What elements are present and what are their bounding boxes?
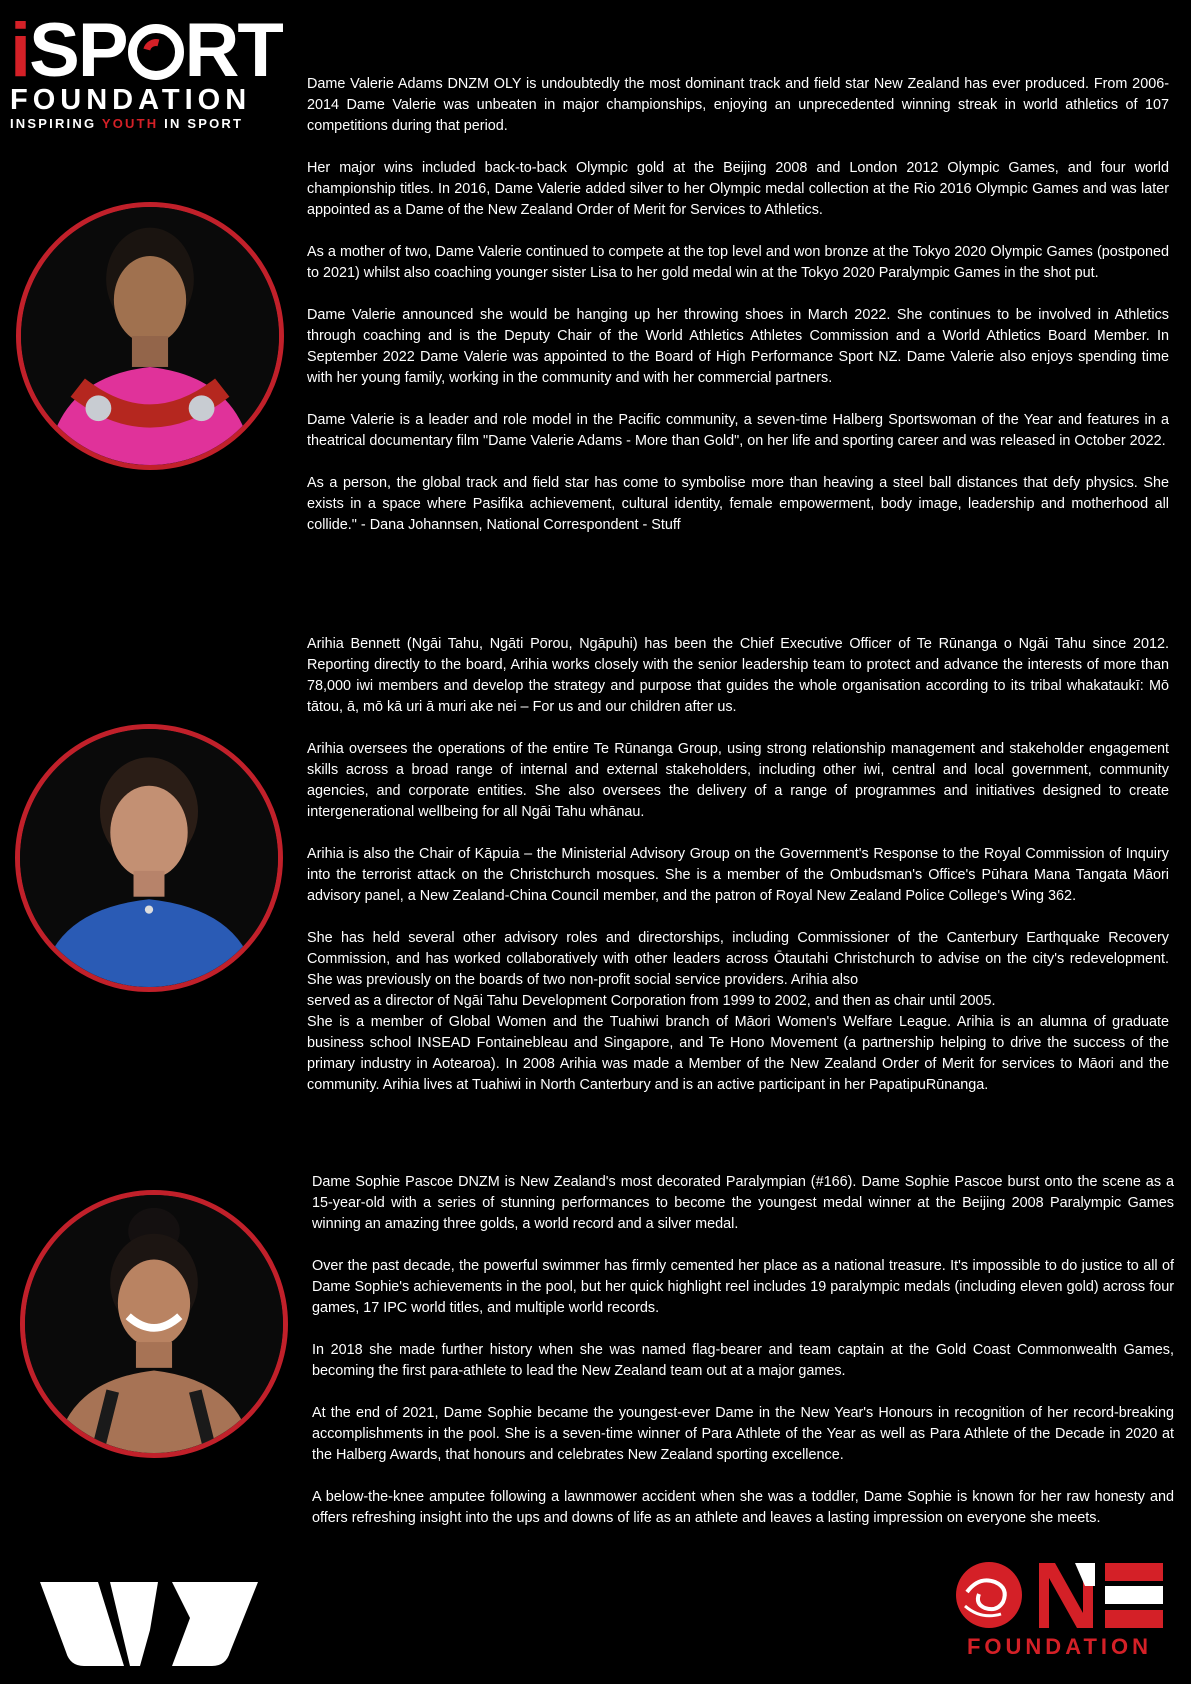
bio-paragraph: At the end of 2021, Dame Sophie became the youngest-ever Dame in the New Year's Honours in recognition of her record-breaking accomplishments in the pool. She is a seven-time winner of Para Athlete of the Year as well as Para Athlete of the Decade in 2020 at the Halberg Awards, that honours and celebrates New Zealand sporting excellence. (312, 1405, 1174, 1463)
westpac-w-logo-icon (40, 1578, 258, 1670)
bio-arihia-bennett (307, 634, 1169, 1117)
bio-paragraph: Dame Valerie announced she would be hanging up her throwing shoes in March 2022. She continues to be involved in Athletics through coaching and is the Deputy Chair of the World Athletics Athletes Commission and a World Athletics Board Member. In September 2022 Dame Valerie was appointed to the Board of High Performance Sport NZ. Dame Valerie also enjoys spending time with her young family, working in the community and with her commercial partners. (307, 307, 1169, 386)
bio-paragraph: Dame Sophie Pascoe DNZM is New Zealand's most decorated Paralympian (#166). Dame Sophie Pascoe burst onto the scene as a 15-year-old with a series of stunning performances to become the youngest medal winner at the Beijing 2008 Paralympic Games winning an amazing three golds, a world record and a silver medal. (312, 1174, 1174, 1232)
bio-valerie-adams (307, 74, 1169, 557)
logo-tagline: INSPIRING YOUTH IN SPORT (10, 116, 244, 131)
bio-paragraph: Dame Valerie Adams DNZM OLY is undoubtedly the most dominant track and field star New Zealand has ever produced. From 2006-2014 Dame Valerie was unbeaten in major championships, enjoying an unprecedented winning streak in world athletics of 107 competitions during that period. (307, 76, 1169, 134)
bio-paragraph: Over the past decade, the powerful swimmer has firmly cemented her place as a national treasure. It's impossible to do justice to all of Dame Sophie's achievements in the pool, but her quick highlight reel includes 19 paralympic medals (including eleven gold) across four games, 17 IPC world titles, and multiple world records. (312, 1258, 1174, 1316)
logo-o-mark-icon (128, 24, 184, 80)
bio-paragraph: Arihia oversees the operations of the entire Te Rūnanga Group, using strong relationship management and stakeholder engagement skills across a broad range of internal and external stakeholders, including other iwi, central and local government, community agencies, and corporate entities. She also oversees the delivery of a range of programmes and initiatives designed to create intergenerational wellbeing for all Ngāi Tahu whānau. (307, 741, 1169, 820)
isport-foundation-logo (10, 8, 282, 131)
bio-paragraph: served as a director of Ngāi Tahu Development Corporation from 1999 to 2002, and then as chair until 2005. (307, 993, 996, 1009)
bio-paragraph: A below-the-knee amputee following a lawnmower accident when she was a toddler, Dame Sophie is known for her raw honesty and offers refreshing insight into the ups and downs of life as an athlete and leaves a lasting impression on everyone she meets. (312, 1489, 1174, 1526)
bio-paragraph: Arihia Bennett (Ngāi Tahu, Ngāti Porou, Ngāpuhi) has been the Chief Executive Officer of Te Rūnanga o Ngāi Tahu since 2012. Reporting directly to the board, Arihia works closely with the senior leadership team to protect and advance the interests of more than 78,000 iwi members and develop the strategy and purpose that guides the whole organisation according to its tribal whakataukī: Mō tātou, ā, mō kā uri ā muri ake nei – For us and our children after us. (307, 636, 1169, 715)
bio-paragraph: In 2018 she made further history when she was named flag-bearer and team captain at the Gold Coast Commonwealth Games, becoming the first para-athlete to lead the New Zealand team out at a major games. (312, 1342, 1174, 1379)
portrait-valerie-adams-icon (16, 202, 284, 470)
bio-paragraph: Her major wins included back-to-back Olympic gold at the Beijing 2008 and London 2012 Olympic Games, and four world championship titles. In 2016, Dame Valerie added silver to her Olympic medal collection at the Rio 2016 Olympic Games and was later appointed as a Dame of the New Zealand Order of Merit for Services to Athletics. (307, 160, 1169, 218)
bio-paragraph: Dame Valerie is a leader and role model in the Pacific community, a seven-time Halberg Sportswoman of the Year and features in a theatrical documentary film "Dame Valerie Adams - More than Gold", on her life and sporting career and was released in October 2022. (307, 412, 1169, 449)
logo-subtitle: FOUNDATION (10, 84, 252, 116)
one-foundation-logo-icon (955, 1558, 1165, 1668)
bio-paragraph: As a mother of two, Dame Valerie continued to compete at the top level and won bronze at the Tokyo 2020 Olympic Games (postponed to 2021) whilst also coaching younger sister Lisa to her gold medal win at the Tokyo 2020 Paralympic Games in the shot put. (307, 244, 1169, 281)
logo-wordmark: iSP RT (10, 8, 282, 93)
bio-paragraph: She has held several other advisory roles and directorships, including Commissioner of the Canterbury Earthquake Recovery Commission, and has worked collaboratively with other leaders across Ōtautahi Christchurch to advise on the city's redevelopment. She was previously on the boards of two non-profit social service providers. Arihia also (307, 930, 1169, 988)
bio-sophie-pascoe (312, 1172, 1174, 1550)
portrait-arihia-bennett-icon (15, 724, 283, 992)
bio-paragraph: As a person, the global track and field star has come to symbolise more than heaving a steel ball distances that defy physics. She exists in a space where Pasifika achievement, cultural identity, female empowerment, body image, leadership and motherhood all collide." - Dana Johannsen, National Correspondent - Stuff (307, 475, 1169, 533)
bio-paragraph: She is a member of Global Women and the Tuahiwi branch of Māori Women's Welfare League. Arihia is an alumna of graduate business school INSEAD Fontainebleau and Singapore, and Te Hono Movement (a partnership helping to drive the success of the primary industry in Aotearoa). In 2008 Arihia was made a Member of the New Zealand Order of Merit for services to Māori and the community. Arihia lives at Tuahiwi in North Canterbury and is an active participant in her PapatipuRūnanga. (307, 1014, 1169, 1093)
portrait-sophie-pascoe-icon (20, 1190, 288, 1458)
bio-paragraph: Arihia is also the Chair of Kāpuia – the Ministerial Advisory Group on the Government's Response to the Royal Commission of Inquiry into the terrorist attack on the Christchurch mosques. She is a member of the Ombudsman's Office's Pūhara Mana Tangata Māori advisory panel, a New Zealand-China Council member, and the patron of Royal New Zealand Police College's Wing 362. (307, 846, 1169, 904)
one-foundation-wordmark: FOUNDATION (966, 1634, 1153, 1659)
